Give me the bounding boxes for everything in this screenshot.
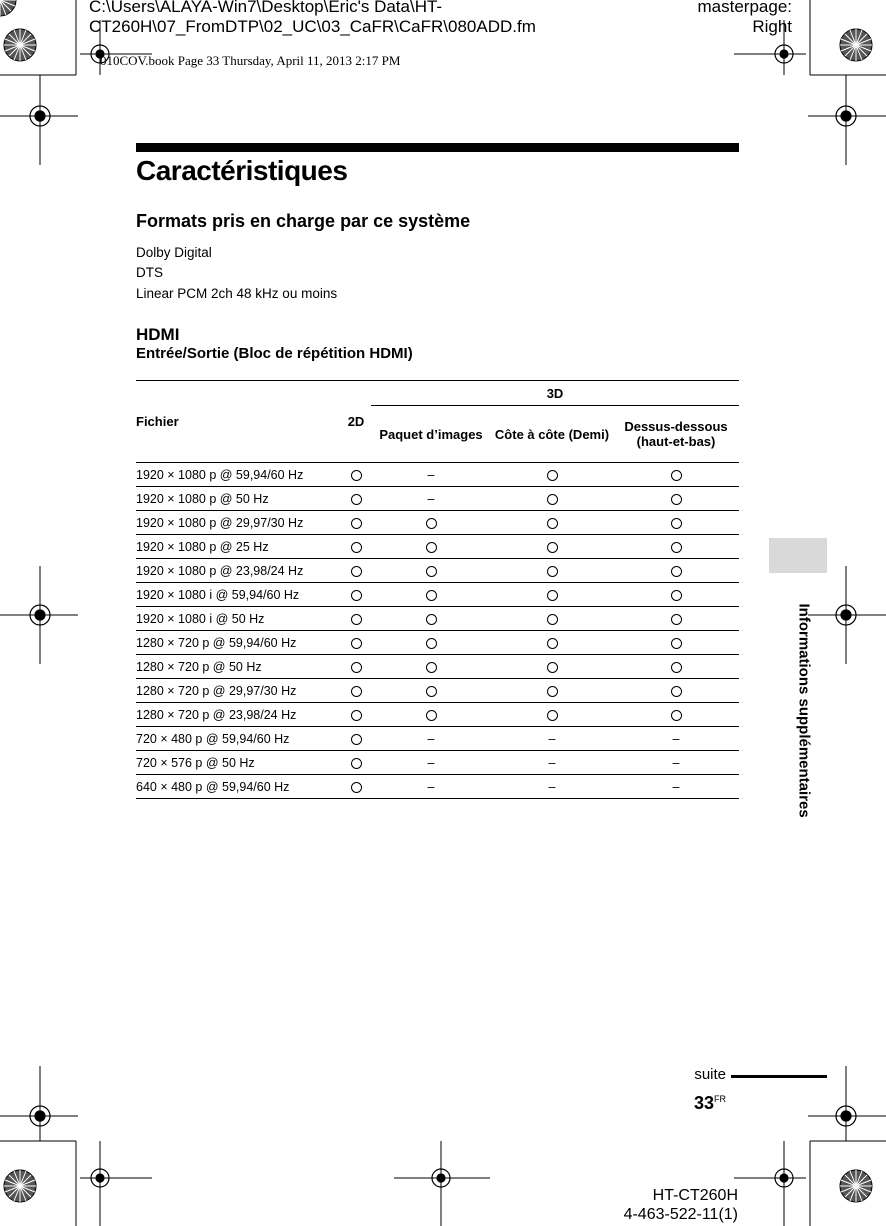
circle-icon — [547, 662, 558, 673]
supported-mark — [341, 463, 371, 487]
circle-icon — [351, 686, 362, 697]
file-path-line-2: CT260H\07_FromDTP\02_UC\03_CaFR\CaFR\080ADD.fm — [89, 17, 536, 36]
circle-icon — [426, 638, 437, 649]
unsupported-mark: – — [371, 487, 491, 511]
table-row — [136, 703, 739, 727]
supported-mark — [491, 679, 613, 703]
model-name: HT-CT260H — [652, 1187, 738, 1204]
supported-mark — [341, 703, 371, 727]
supported-mark — [491, 487, 613, 511]
table-row — [136, 487, 739, 511]
table-row — [136, 775, 739, 799]
circle-icon — [351, 614, 362, 625]
circle-icon — [547, 542, 558, 553]
masterpage-header — [698, 0, 793, 37]
circle-icon — [671, 686, 682, 697]
supported-mark — [613, 511, 739, 535]
circle-icon — [547, 590, 558, 601]
circle-icon — [547, 470, 558, 481]
file-format-cell: 640 × 480 p @ 59,94/60 Hz — [136, 775, 341, 799]
file-format-cell: 1920 × 1080 p @ 50 Hz — [136, 487, 341, 511]
supported-mark — [613, 631, 739, 655]
unsupported-mark: – — [613, 775, 739, 799]
circle-icon — [671, 662, 682, 673]
circle-icon — [351, 566, 362, 577]
circle-icon — [351, 638, 362, 649]
supported-mark — [341, 583, 371, 607]
circle-icon — [671, 542, 682, 553]
circle-icon — [351, 470, 362, 481]
section-tab — [769, 538, 827, 573]
supported-mark — [341, 727, 371, 751]
circle-icon — [671, 638, 682, 649]
circle-icon — [426, 614, 437, 625]
page-title: Caractéristiques — [136, 155, 348, 186]
supported-mark — [613, 679, 739, 703]
circle-icon — [547, 518, 558, 529]
page-number-suffix: FR — [714, 1094, 726, 1104]
unsupported-mark: – — [613, 751, 739, 775]
table-row — [136, 631, 739, 655]
circle-icon — [351, 494, 362, 505]
circle-icon — [671, 566, 682, 577]
col-3d: 3D — [371, 381, 739, 406]
circle-icon — [351, 782, 362, 793]
table-row — [136, 751, 739, 775]
format-item: Dolby Digital — [136, 245, 212, 260]
supported-mark — [491, 607, 613, 631]
supported-mark — [371, 583, 491, 607]
supported-mark — [491, 583, 613, 607]
table-row — [136, 727, 739, 751]
table-row — [136, 655, 739, 679]
file-format-cell: 1280 × 720 p @ 59,94/60 Hz — [136, 631, 341, 655]
unsupported-mark: – — [491, 775, 613, 799]
supported-mark — [491, 631, 613, 655]
supported-mark — [613, 559, 739, 583]
continued-label: suite — [694, 1066, 726, 1083]
file-format-cell: 1920 × 1080 p @ 59,94/60 Hz — [136, 463, 341, 487]
supported-mark — [491, 559, 613, 583]
circle-icon — [351, 734, 362, 745]
supported-mark — [613, 655, 739, 679]
supported-mark — [613, 583, 739, 607]
table-row — [136, 559, 739, 583]
circle-icon — [351, 662, 362, 673]
circle-icon — [426, 710, 437, 721]
circle-icon — [671, 494, 682, 505]
table-row — [136, 463, 739, 487]
unsupported-mark: – — [491, 727, 613, 751]
unsupported-mark: – — [491, 751, 613, 775]
supported-mark — [341, 631, 371, 655]
circle-icon — [671, 590, 682, 601]
supported-mark — [371, 535, 491, 559]
circle-icon — [426, 590, 437, 601]
circle-icon — [426, 566, 437, 577]
supported-mark — [491, 463, 613, 487]
circle-icon — [547, 614, 558, 625]
supported-mark — [341, 775, 371, 799]
title-rule — [136, 143, 739, 152]
col-top-bottom: Dessus-dessous (haut-et-bas) — [613, 406, 739, 463]
circle-icon — [671, 614, 682, 625]
circle-icon — [671, 518, 682, 529]
book-info-line: 010COV.book Page 33 Thursday, April 11, 2013 2:17 PM — [100, 53, 401, 68]
format-item: Linear PCM 2ch 48 kHz ou moins — [136, 286, 338, 301]
file-format-cell: 1920 × 1080 p @ 23,98/24 Hz — [136, 559, 341, 583]
circle-icon — [547, 710, 558, 721]
unsupported-mark: – — [371, 463, 491, 487]
hdmi-heading: HDMI — [136, 325, 180, 344]
supported-mark — [371, 559, 491, 583]
supported-mark — [371, 631, 491, 655]
model-part-number: 4-463-522-11(1) — [623, 1206, 738, 1223]
supported-mark — [613, 607, 739, 631]
starburst-mark — [0, 0, 16, 16]
page-number-value: 33 — [693, 1093, 714, 1113]
file-format-cell: 1280 × 720 p @ 23,98/24 Hz — [136, 703, 341, 727]
supported-mark — [341, 511, 371, 535]
supported-mark — [613, 487, 739, 511]
supported-mark — [341, 607, 371, 631]
file-format-cell: 720 × 480 p @ 59,94/60 Hz — [136, 727, 341, 751]
supported-mark — [491, 511, 613, 535]
circle-icon — [426, 518, 437, 529]
supported-mark — [341, 559, 371, 583]
supported-mark — [341, 679, 371, 703]
supported-mark — [341, 487, 371, 511]
col-side-by-side: Côte à côte (Demi) — [491, 406, 613, 463]
supported-mark — [491, 535, 613, 559]
circle-icon — [547, 638, 558, 649]
model-info — [624, 1186, 738, 1224]
file-format-cell: 1920 × 1080 p @ 25 Hz — [136, 535, 341, 559]
file-format-cell: 720 × 576 p @ 50 Hz — [136, 751, 341, 775]
col-frame-packing: Paquet d’images — [371, 406, 491, 463]
file-format-cell: 1920 × 1080 p @ 29,97/30 Hz — [136, 511, 341, 535]
col-2d: 2D — [341, 381, 371, 463]
unsupported-mark: – — [613, 727, 739, 751]
unsupported-mark: – — [371, 775, 491, 799]
file-format-cell: 1280 × 720 p @ 29,97/30 Hz — [136, 679, 341, 703]
supported-mark — [613, 463, 739, 487]
circle-icon — [671, 710, 682, 721]
circle-icon — [351, 518, 362, 529]
supported-mark — [341, 751, 371, 775]
table-row — [136, 607, 739, 631]
unsupported-mark: – — [371, 751, 491, 775]
supported-mark — [371, 679, 491, 703]
continued-rule — [731, 1075, 827, 1078]
supported-mark — [371, 607, 491, 631]
supported-mark — [371, 655, 491, 679]
table-row — [136, 511, 739, 535]
unsupported-mark: – — [371, 727, 491, 751]
col-file: Fichier — [136, 381, 341, 463]
circle-icon — [671, 470, 682, 481]
file-path-header — [89, 0, 549, 37]
sidebar-section-label: Informations supplémentaires — [795, 603, 813, 818]
circle-icon — [351, 758, 362, 769]
file-format-cell: 1920 × 1080 i @ 59,94/60 Hz — [136, 583, 341, 607]
circle-icon — [351, 590, 362, 601]
masterpage-line-1: masterpage: — [697, 0, 792, 16]
supported-mark — [341, 655, 371, 679]
supported-mark — [371, 511, 491, 535]
file-format-cell: 1280 × 720 p @ 50 Hz — [136, 655, 341, 679]
supported-mark — [613, 703, 739, 727]
hdmi-subheading: Entrée/Sortie (Bloc de répétition HDMI) — [136, 345, 413, 362]
table-row — [136, 535, 739, 559]
page-number — [694, 1093, 726, 1114]
supported-mark — [371, 703, 491, 727]
hdmi-format-table — [136, 380, 739, 799]
table-row — [136, 679, 739, 703]
circle-icon — [547, 686, 558, 697]
circle-icon — [351, 710, 362, 721]
circle-icon — [426, 686, 437, 697]
circle-icon — [426, 662, 437, 673]
circle-icon — [426, 542, 437, 553]
formats-heading: Formats pris en charge par ce système — [136, 211, 471, 231]
file-format-cell: 1920 × 1080 i @ 50 Hz — [136, 607, 341, 631]
supported-mark — [613, 535, 739, 559]
masterpage-line-2: Right — [752, 17, 792, 36]
circle-icon — [351, 542, 362, 553]
supported-mark — [491, 655, 613, 679]
table-row — [136, 583, 739, 607]
file-path-line-1: C:\Users\ALAYA-Win7\Desktop\Eric's Data\HT- — [89, 0, 443, 16]
format-item: DTS — [136, 265, 163, 280]
supported-mark — [491, 703, 613, 727]
circle-icon — [547, 566, 558, 577]
supported-mark — [341, 535, 371, 559]
circle-icon — [547, 494, 558, 505]
